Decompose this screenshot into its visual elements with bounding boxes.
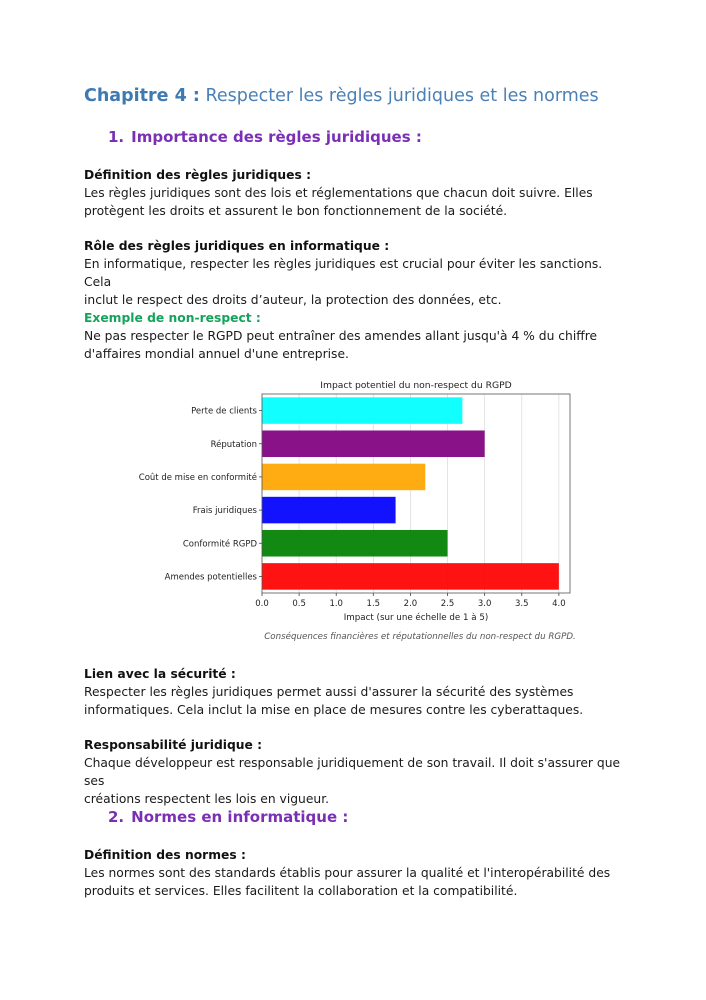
section-number: 1. — [108, 128, 125, 146]
y-tick-label: Conformité RGPD — [182, 539, 257, 550]
role-label: Rôle des règles juridiques en informatique : — [84, 239, 390, 253]
role-line-1: En informatique, respecter les règles juridiques est crucial pour éviter les sanctions. Cela — [84, 257, 603, 289]
x-tick-label: 3.5 — [514, 599, 529, 609]
bar — [262, 464, 425, 491]
norms-block — [84, 846, 629, 900]
x-tick-label: 2.5 — [440, 599, 455, 609]
y-tick-label: Réputation — [210, 439, 257, 450]
norms-line-2: produits et services. Elles facilitent la collaboration et la compatibilité. — [84, 884, 518, 898]
chapter-title-text: Respecter les règles juridiques et les normes — [205, 86, 599, 106]
bar — [262, 530, 448, 557]
y-tick-label: Perte de clients — [191, 406, 257, 417]
responsibility-block — [84, 736, 629, 808]
chart-title: Impact potentiel du non-respect du RGPD — [320, 380, 512, 391]
x-tick-label: 1.0 — [329, 599, 343, 609]
responsibility-line-1: Chaque développeur est responsable juridiquement de son travail. Il doit s'assurer que ses — [84, 756, 621, 788]
bar — [262, 397, 462, 424]
y-tick-label: Frais juridiques — [192, 506, 257, 517]
example-block — [84, 309, 629, 363]
definition-line-2: protègent les droits et assurent le bon fonctionnement de la société. — [84, 204, 508, 218]
norms-label: Définition des normes : — [84, 848, 246, 862]
security-block — [84, 665, 629, 719]
security-line-1: Respecter les règles juridiques permet aussi d'assurer la sécurité des systèmes — [84, 685, 574, 699]
section-title: Importance des règles juridiques : — [131, 128, 422, 146]
x-tick-label: 3.0 — [477, 599, 492, 609]
y-tick-label: Amendes potentielles — [164, 572, 257, 583]
chart-caption: Conséquences financières et réputationnelles du non-respect du RGPD. — [264, 632, 576, 642]
y-tick-label: Coût de mise en conformité — [138, 472, 257, 483]
x-tick-label: 4.0 — [552, 599, 566, 609]
bar — [262, 497, 396, 524]
definition-line-1: Les règles juridiques sont des lois et réglementations que chacun doit suivre. Elles — [84, 186, 593, 200]
x-axis-label: Impact (sur une échelle de 1 à 5) — [343, 613, 489, 623]
x-tick-label: 2.0 — [403, 599, 418, 609]
chapter-title — [84, 86, 599, 106]
example-line-1: Ne pas respecter le RGPD peut entraîner des amendes allant jusqu'à 4 % du chiffre — [84, 329, 598, 343]
x-tick-label: 0.0 — [255, 599, 269, 609]
chart-svg — [120, 372, 590, 657]
section-heading-1 — [108, 128, 422, 146]
section-heading-2 — [108, 808, 348, 826]
section-title: Normes en informatique : — [131, 808, 349, 826]
security-line-2: informatiques. Cela inclut la mise en place de mesures contre les cyberattaques. — [84, 703, 584, 717]
example-label: Exemple de non-respect : — [84, 311, 261, 325]
x-tick-label: 0.5 — [292, 599, 306, 609]
example-line-2: d'affaires mondial annuel d'une entreprise. — [84, 347, 349, 361]
x-tick-label: 1.5 — [366, 599, 381, 609]
bar — [262, 430, 485, 457]
bar — [262, 563, 559, 590]
role-block — [84, 237, 629, 309]
gdpr-impact-chart — [120, 372, 590, 657]
responsibility-label: Responsabilité juridique : — [84, 738, 263, 752]
responsibility-line-2: créations respectent les lois en vigueur. — [84, 792, 330, 806]
definition-block — [84, 166, 629, 220]
norms-line-1: Les normes sont des standards établis pour assurer la qualité et l'interopérabilité des — [84, 866, 611, 880]
chapter-number: Chapitre 4 : — [84, 86, 200, 106]
role-line-2: inclut le respect des droits d’auteur, la protection des données, etc. — [84, 293, 502, 307]
security-label: Lien avec la sécurité : — [84, 667, 236, 681]
section-number: 2. — [108, 808, 125, 826]
definition-label: Définition des règles juridiques : — [84, 168, 311, 182]
